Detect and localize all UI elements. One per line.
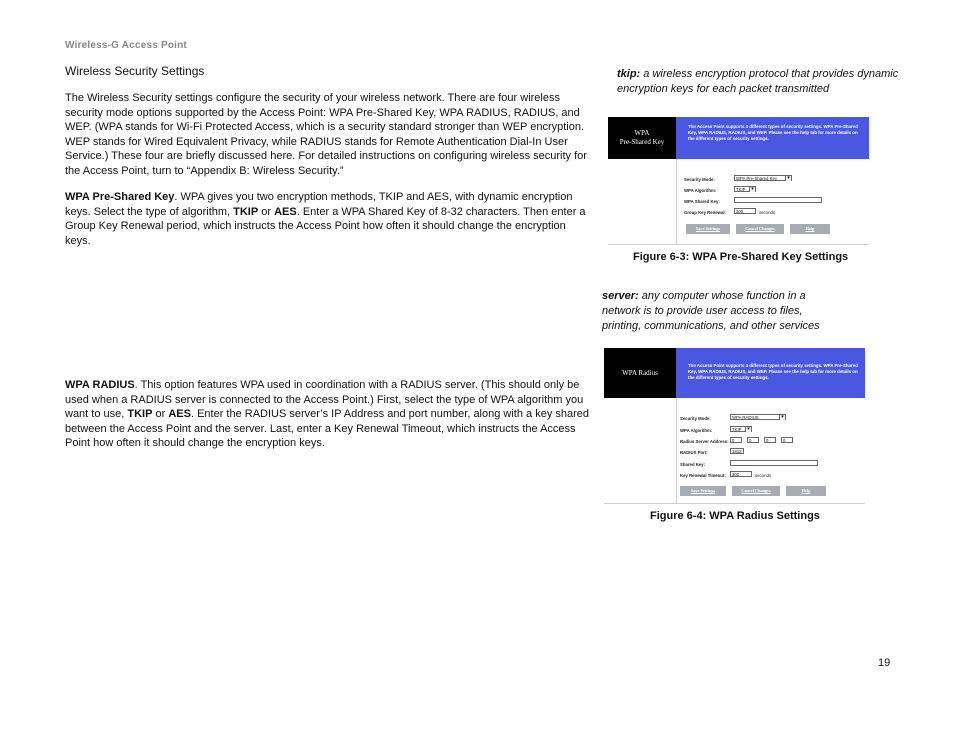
radius-algorithm-label: WPA Algorithm: [680, 428, 713, 433]
radius-timeout-input[interactable]: 300 [730, 471, 752, 477]
wpa-psk-divider [676, 159, 677, 244]
radius-shared-key-label: Shared Key: [680, 462, 706, 467]
psk-or: or [258, 205, 275, 218]
radius-shared-key-input[interactable] [730, 460, 818, 466]
psk-help-button[interactable]: Help [790, 224, 830, 234]
glossary-tkip-text: a wireless encryption protocol that provides dynamic encryption keys for each packet transmitted [617, 68, 899, 95]
radius-tkip: TKIP [127, 408, 153, 421]
wpa-radius-panel-title: WPA Radius [604, 348, 676, 398]
glossary-tkip-term: tkip: [617, 68, 641, 80]
radius-security-mode-select[interactable]: WPA RADIUS ▾ [730, 414, 786, 420]
section-title: Wireless Security Settings [65, 64, 205, 78]
radius-security-mode-label: Security Mode: [680, 416, 711, 421]
radius-term: WPA RADIUS [65, 379, 135, 391]
psk-renewal-unit: seconds [759, 210, 776, 215]
radius-save-settings-button[interactable]: Save Settings [680, 486, 726, 496]
radius-ip-octet-2[interactable]: 0 [747, 437, 759, 443]
wpa-psk-info: The Access Point supports 4 different types of security settings. WPA Pre-Shared Key, WPA RADIUS, RADIUS, and WEP. Please see the help tab for more details on the different types of security settings. [676, 117, 869, 159]
psk-renewal-input[interactable]: 300 [734, 208, 756, 214]
psk-save-settings-button[interactable]: Save Settings [686, 224, 730, 234]
psk-security-mode-label: Security Mode: [684, 177, 715, 182]
radius-help-button[interactable]: Help [786, 486, 826, 496]
wpa-radius-screenshot [604, 348, 865, 504]
radius-aes: AES [168, 408, 191, 421]
page-number: 19 [878, 657, 891, 669]
glossary-server-term: server: [602, 290, 639, 302]
psk-aes: AES [274, 205, 297, 218]
psk-security-mode-select[interactable]: WPA Pre-Shared Key ▾ [734, 175, 792, 181]
figure-6-4-caption: Figure 6-4: WPA Radius Settings [650, 510, 820, 522]
glossary-server [602, 289, 842, 334]
radius-port-input[interactable]: 1812 [730, 448, 744, 454]
radius-timeout-unit: seconds [755, 473, 772, 478]
running-header: Wireless-G Access Point [65, 40, 187, 51]
psk-renewal-label: Group Key Renewal: [684, 210, 727, 215]
psk-shared-key-input[interactable] [734, 197, 822, 203]
wpa-psk-panel-title [608, 117, 676, 159]
radius-ip-octet-4[interactable]: 0 [781, 437, 793, 443]
radius-ip-octet-1[interactable]: 0 [730, 437, 742, 443]
psk-paragraph [65, 190, 590, 248]
psk-algorithm-label: WPA Algorithm: [684, 188, 717, 193]
figure-6-3-caption: Figure 6-3: WPA Pre-Shared Key Settings [633, 251, 849, 263]
intro-paragraph: The Wireless Security settings configure the security of your wireless network. There are four wireless security mode options supported by the Access Point: WPA Pre-Shared Key, WPA RADIUS, RADIUS, and WEP. (WPA stands for Wi-Fi Protected Access, which is a security standard stronger than WEP encryption. WEP stands for Wired Equivalent Privacy, while RADIUS stands for Remote Authentication Dial-In User Service.) These four are briefly discussed here. For detailed instructions on configuring wireless security for the Access Point, turn to “Appendix B: Wireless Security.” [65, 92, 587, 177]
psk-text-1: . WPA gives you two encryption methods, TKIP and AES, with dynamic encryption keys. Select the type of algorithm, [65, 191, 573, 218]
wpa-psk-title-line1: WPA [634, 129, 650, 137]
psk-term: WPA Pre-Shared Key [65, 191, 175, 203]
wpa-psk-screenshot [608, 117, 869, 245]
radius-cancel-changes-button[interactable]: Cancel Changes [732, 486, 780, 496]
radius-ip-octet-3[interactable]: 0 [764, 437, 776, 443]
radius-paragraph [65, 378, 590, 451]
psk-algorithm-select[interactable]: TKIP ▾ [734, 186, 756, 192]
radius-server-label: Radius Server Address: [680, 439, 729, 444]
radius-or: or [152, 408, 169, 421]
psk-tkip: TKIP [233, 205, 259, 218]
wpa-radius-info: The Access Point supports 4 different types of security settings. WPA Pre-Shared Key, WPA RADIUS, RADIUS, and WEP. Please see the help tab for more details on the different types of security settings. [676, 348, 865, 398]
radius-text-2: . Enter the RADIUS server’s IP Address and port number, along with a key shared between the Access Point and the server. Last, enter a Key Renewal Timeout, which instructs the Access Point how often it should change the encryption keys. [65, 408, 590, 450]
psk-shared-key-label: WPA Shared Key: [684, 199, 720, 204]
radius-algorithm-select[interactable]: TKIP ▾ [730, 426, 752, 432]
wpa-psk-title-line2: Pre-Shared Key [619, 138, 665, 146]
wpa-radius-divider [676, 398, 677, 503]
glossary-tkip [617, 67, 907, 97]
radius-timeout-label: Key Renewal Timeout: [680, 473, 726, 478]
radius-text-1: . This option features WPA used in coordination with a RADIUS server. (This should only be used when a RADIUS server is connected to the Access Point.) First, select the type of WPA algorithm you want to use, [65, 379, 584, 421]
psk-text-2: . Enter a WPA Shared Key of 8-32 characters. Then enter a Group Key Renewal period, which instructs the Access Point how often it should change the encryption keys. [65, 205, 586, 247]
radius-port-label: RADIUS Port: [680, 450, 708, 455]
psk-cancel-changes-button[interactable]: Cancel Changes [736, 224, 784, 234]
glossary-server-text: any computer whose function in a network is to provide user access to files, printing, communications, and other services [602, 290, 820, 332]
